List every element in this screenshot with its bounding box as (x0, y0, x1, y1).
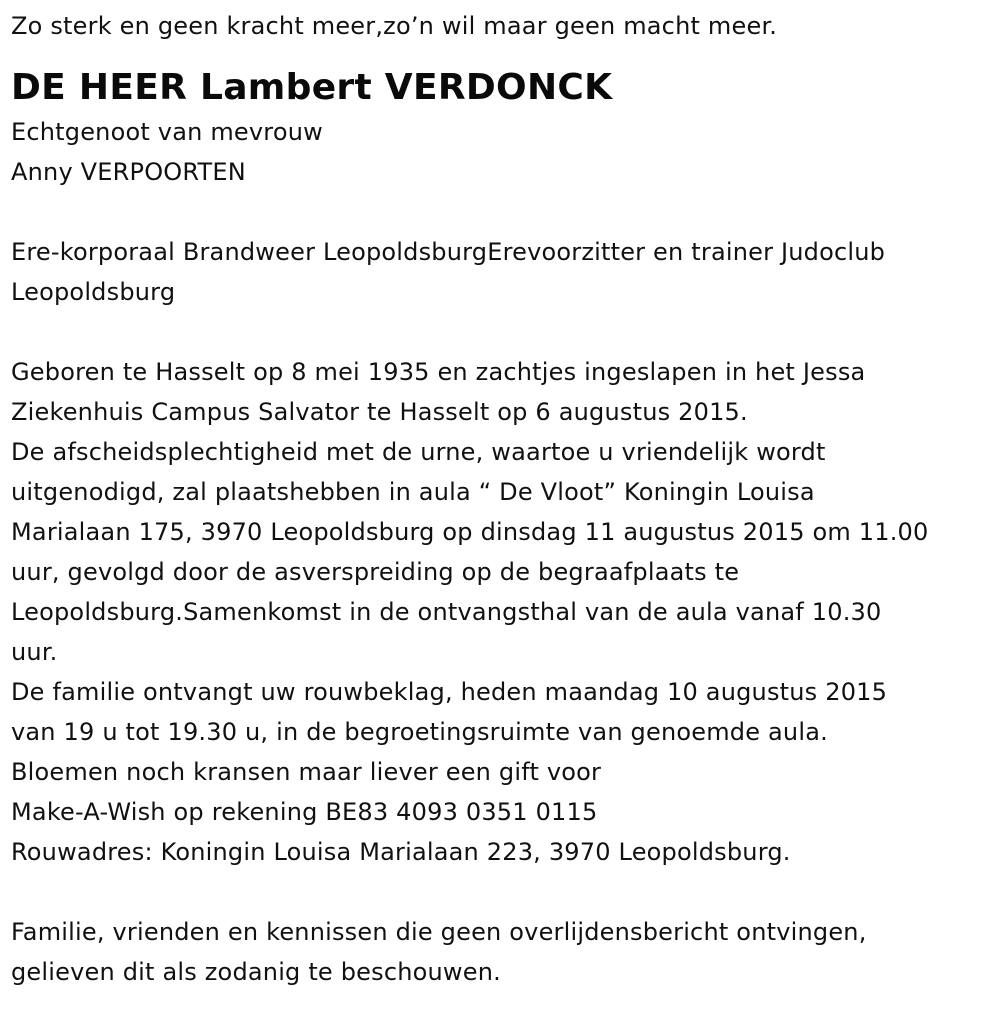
spacer (11, 312, 991, 352)
details-line: Ziekenhuis Campus Salvator te Hasselt op 6 augustus 2015. (11, 398, 748, 426)
details-line: uur. (11, 638, 58, 666)
spacer (11, 192, 991, 232)
death-notice (11, 6, 991, 992)
honors-line-2: Leopoldsburg (11, 278, 176, 306)
details-line: uur, gevolgd door de asverspreiding op de begraafplaats te (11, 558, 740, 586)
spacer (11, 872, 991, 912)
motto-text: Zo sterk en geen kracht meer,zo’n wil maar geen macht meer. (11, 12, 778, 40)
spouse-line-1: Echtgenoot van mevrouw (11, 118, 323, 146)
details-line: De familie ontvangt uw rouwbeklag, heden maandag 10 augustus 2015 (11, 678, 888, 706)
spouse-line-2: Anny VERPOORTEN (11, 158, 246, 186)
details-line: Geboren te Hasselt op 8 mei 1935 en zachtjes ingeslapen in het Jessa (11, 358, 866, 386)
details-line: Bloemen noch kransen maar liever een gift voor (11, 758, 602, 786)
details-line: Rouwadres: Koningin Louisa Marialaan 223, 3970 Leopoldsburg. (11, 838, 791, 866)
details-line: Marialaan 175, 3970 Leopoldsburg op dinsdag 11 augustus 2015 om 11.00 (11, 518, 929, 546)
honors-line-1: Ere-korporaal Brandweer LeopoldsburgErevoorzitter en trainer Judoclub (11, 238, 886, 266)
deceased-name-heading: DE HEER Lambert VERDONCK (11, 67, 613, 108)
closing-line-2: gelieven dit als zodanig te beschouwen. (11, 958, 501, 986)
details-line: Make-A-Wish op rekening BE83 4093 0351 0115 (11, 798, 598, 826)
details-line: van 19 u tot 19.30 u, in de begroetingsruimte van genoemde aula. (11, 718, 828, 746)
details-line: uitgenodigd, zal plaatshebben in aula “ De Vloot” Koningin Louisa (11, 478, 815, 506)
details-line: De afscheidsplechtigheid met de urne, waartoe u vriendelijk wordt (11, 438, 826, 466)
spacer (11, 46, 991, 60)
closing-line-1: Familie, vrienden en kennissen die geen overlijdensbericht ontvingen, (11, 918, 867, 946)
details-line: Leopoldsburg.Samenkomst in de ontvangsthal van de aula vanaf 10.30 (11, 598, 882, 626)
